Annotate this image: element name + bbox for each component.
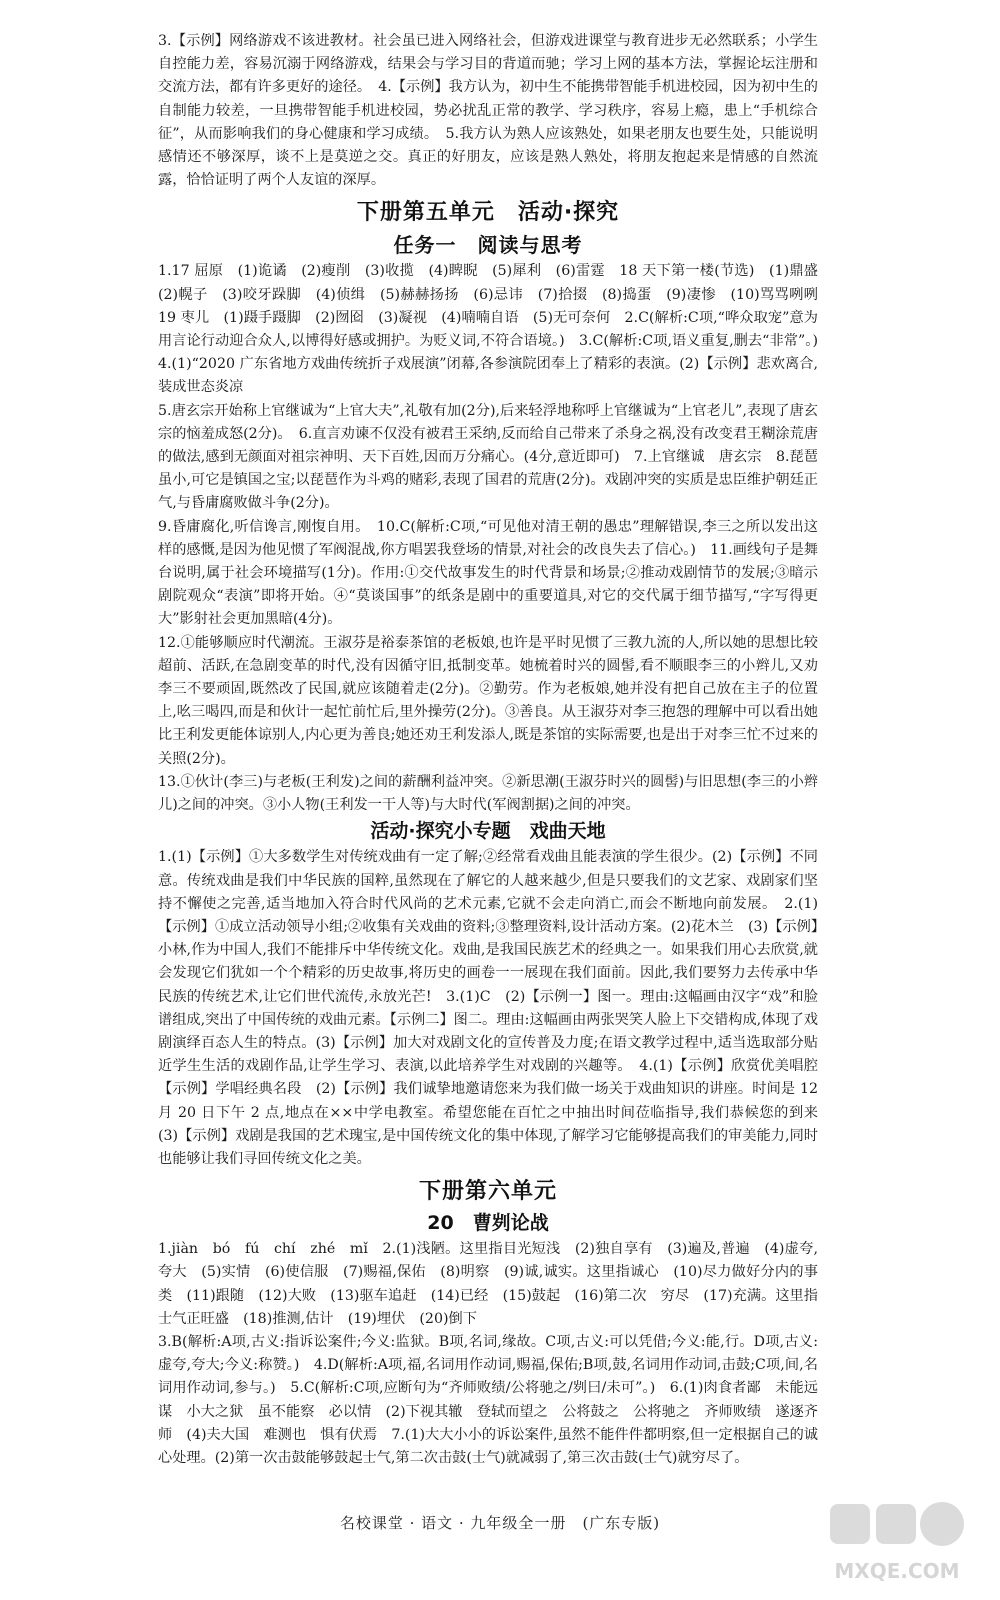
answer-paragraph: 1.17 屈原 (1)诡谲 (2)瘦削 (3)收揽 (4)睥睨 (5)犀利 (6)雷霆 18 天下第一楼(节选) (1)鼎盛 (2)幌子 (3)咬牙跺脚 (4)侦缉 (5)赫赫扬扬 (6)忌讳 (7)拾掇 (8)捣蛋 (9)凄惨 (10)骂骂咧咧 19 枣儿 (1)蹑手蹑脚 (2)囫囵 (3)凝视 (4)喃喃自语 (5)无可奈何 2.C(解析:C项,“哗众取宠”意为用言论行动迎合众人,以博得好感或拥护。为贬义词,不符合语境。) 3.C(解析:C项,语义重复,删去“非常”。) 4.(1)“2020 广东省地方戏曲传统折子戏展演”闭幕,各参演院团奉上了精彩的表演。(2)【示例】悲欢离合,装成世态炎凉 [158, 263, 833, 396]
task-heading: 任务一 阅读与思考 [393, 233, 583, 258]
topic-heading: 活动·探究小专题 戏曲天地 [370, 820, 606, 843]
watermark-logo-icon [822, 1498, 972, 1590]
answer-paragraph: 1.(1)【示例】①大多数学生对传统戏曲有一定了解;②经常看戏曲且能表演的学生很少。(2)【示例】不同意。传统戏曲是我们中华民族的国粹,虽然现在了解它的人越来越少,但是只要我们的文艺家、戏剧家们坚持不懈使之完善,适当地加入符合时代风尚的艺术元素,它就不会走向消亡,而会不断地向前发展。 2.(1)【示例】①成立活动领导小组;②收集有关戏曲的资料;③整理资料,设计活动方案。(2)花木兰 (3)【示例】小林,作为中国人,我们不能排斥中华传统文化。戏曲,是我国民族艺术的经典之一。如果我们用心去欣赏,就会发现它们犹如一个个精彩的历史故事,将历史的画卷一一展现在我们面前。因此,我们要努力去传承中华民族的传统艺术,让它们世代流传,永放光芒! 3.(1)C (2)【示例一】图一。理由:这幅画由汉字“戏”和脸谱组成,突出了中国传统的戏曲元素。【示例二】图二。理由:这幅画由两张哭笑人脸上下交错构成,体现了戏剧演绎百态人生的特点。(3)【示例】加大对戏剧文化的宣传普及力度;在语文教学过程中,适当选取部分贴近学生生活的戏剧作品,让学生学习、表演,以此培养学生对戏剧的兴趣等。 4.(1)【示例】欣赏优美唱腔 【示例】学唱经典名段 (2)【示例】我们诚挚地邀请您来为我们做一场关于戏曲知识的讲座。时间是 12 月 20 日下午 2 点,地点在××中学电教室。希望您能在百忙之中抽出时间莅临指导,我们恭候您的到来 (3)【示例】戏剧是我国的艺术瑰宝,是中国传统文化的集中体现,了解学习它能够提高我们的审美能力,同时也能够让我们寻回传统文化之美。 [158, 849, 833, 1167]
unit-heading: 下册第六单元 [418, 1179, 557, 1205]
answer-paragraph: 9.昏庸腐化,听信谗言,刚愎自用。 10.C(解析:C项,“可见他对清王朝的愚忠”理解错误,李三之所以发出这样的感慨,是因为他见惯了军阀混战,你方唱罢我登场的情景,对社会的改良失去了信心。) 11.画线句子是舞台说明,属于社会环境描写(1分)。作用:①交代故事发生的时代背景和场景;②推动戏剧情节的发展;③暗示剧院观众“表演”即将开始。④“莫谈国事”的纸条是剧中的重要道具,对它的交代属于细节描写,“字写得更大”影射社会更加黑暗(4分)。 [158, 518, 818, 628]
answer-paragraph: 3.【示例】网络游戏不该进教材。社会虽已进入网络社会，但游戏进课堂与教育进步无必然联系；小学生自控能力差，容易沉溺于网络游戏，结果会与学习目的背道而驰；学习上网的基本方法，掌握论坛注册和交流方法，都有许多更好的途径。 4.【示例】我方认为，初中生不能携带智能手机进校园，因为初中生的自制能力较差，一旦携带智能手机进校园，势必扰乱正常的教学、学习秩序，容易上瘾，患上“手机综合征”，从而影响我们的身心健康和学习成绩。 5.我方认为熟人应该熟处，如果老朋友也要生处，只能说明感情还不够深厚，谈不上是莫逆之交。真正的好朋友，应该是熟人熟处，将朋友抱起来是情感的自然流露，恰恰证明了两个人友谊的深厚。 [158, 33, 818, 189]
svg-text:MXQE.COM: MXQE.COM [834, 1559, 960, 1583]
answer-page [158, 30, 833, 1470]
answer-paragraph: 12.①能够顺应时代潮流。王淑芬是裕泰茶馆的老板娘,也许是平时见惯了三教九流的人,所以她的思想比较超前、活跃,在急剧变革的时代,没有因循守旧,抵制变革。她梳着时兴的圆髻,看不顺眼李三的小辫儿,又劝李三不要顽固,既然改了民国,就应该随着走(2分)。②勤劳。作为老板娘,她并没有把自己放在主子的位置上,吆三喝四,而是和伙计一起忙前忙后,里外操劳(2分)。③善良。从王淑芬对李三抱怨的理解中可以看出她比王利发更能体谅别人,内心更为善良;她还劝王利发添人,既是茶馆的实际需要,也是出于对李三忙不过来的关照(2分)。 [158, 634, 818, 767]
lesson-heading: 20 曹刿论战 [427, 1212, 549, 1235]
answer-paragraph: 3.B(解析:A项,古义:指诉讼案件;今义:监狱。B项,名词,缘故。C项,古义:可以凭借;今义:能,行。D项,古义:虚夸,夸大;今义:称赞。) 4.D(解析:A项,福,名词用作动词,赐福,保佑;B项,鼓,名词用作动词,击鼓;C项,间,名词用作动词,参与。) 5.C(解析:C项,应断句为“齐师败绩/公将驰之/刿曰/未可”。) 6.(1)肉食者鄙 未能远谋 小大之狱 虽不能察 必以情 (2)下视其辙 登轼而望之 公将鼓之 公将驰之 齐师败绩 遂逐齐师 (4)夫大国 难测也 惧有伏焉 7.(1)大大小小的诉讼案件,虽然不能件件都明察,但一定根据自己的诚心处理。(2)第一次击鼓能够鼓起士气,第二次击鼓(士气)就减弱了,第三次击鼓(士气)就穷尽了。 [158, 1333, 818, 1466]
answer-paragraph: 5.唐玄宗开始称上官继诚为“上官大夫”,礼敬有加(2分),后来轻浮地称呼上官继诚为“上官老儿”,表现了唐玄宗的恼羞成怒(2分)。 6.直言劝谏不仅没有被君王采纳,反而给自己带来了杀身之祸,没有改变君王糊涂荒唐的做法,感到无颜面对祖宗神明、天下百姓,因而万分痛心。(4分,意近即可) 7.上官继诚 唐玄宗 8.琵琶虽小,可它是镇国之宝;以琵琶作为斗鸡的赌彩,表现了国君的荒唐(2分)。戏剧冲突的实质是忠臣维护朝廷正气,与昏庸腐败做斗争(2分)。 [158, 402, 818, 512]
unit-heading: 下册第五单元 活动·探究 [356, 200, 620, 226]
answer-paragraph: 1.jiàn bó fú chí zhé mǐ 2.(1)浅陋。这里指目光短浅 (2)独自享有 (3)遍及,普遍 (4)虚夸,夸大 (5)实情 (6)使信服 (7)赐福,保佑 (8)明察 (9)诚,诚实。这里指诚心 (10)尽力做好分内的事 类 (11)跟随 (12)大败 (13)驱车追赶 (14)已经 (15)鼓起 (16)第二次 穷尽 (17)充满。这里指士气正旺盛 (18)推测,估计 (19)埋伏 (20)倒下 [158, 1241, 833, 1327]
page-footer: 名校课堂 · 语文 · 九年级全一册 (广东专版) [339, 1514, 661, 1532]
answer-paragraph: 13.①伙计(李三)与老板(王利发)之间的薪酬利益冲突。②新思潮(王淑芬时兴的圆髻)与旧思想(李三的小辫儿)之间的冲突。③小人物(王利发一干人等)与大时代(军阀割据)之间的冲突。 [158, 773, 818, 814]
